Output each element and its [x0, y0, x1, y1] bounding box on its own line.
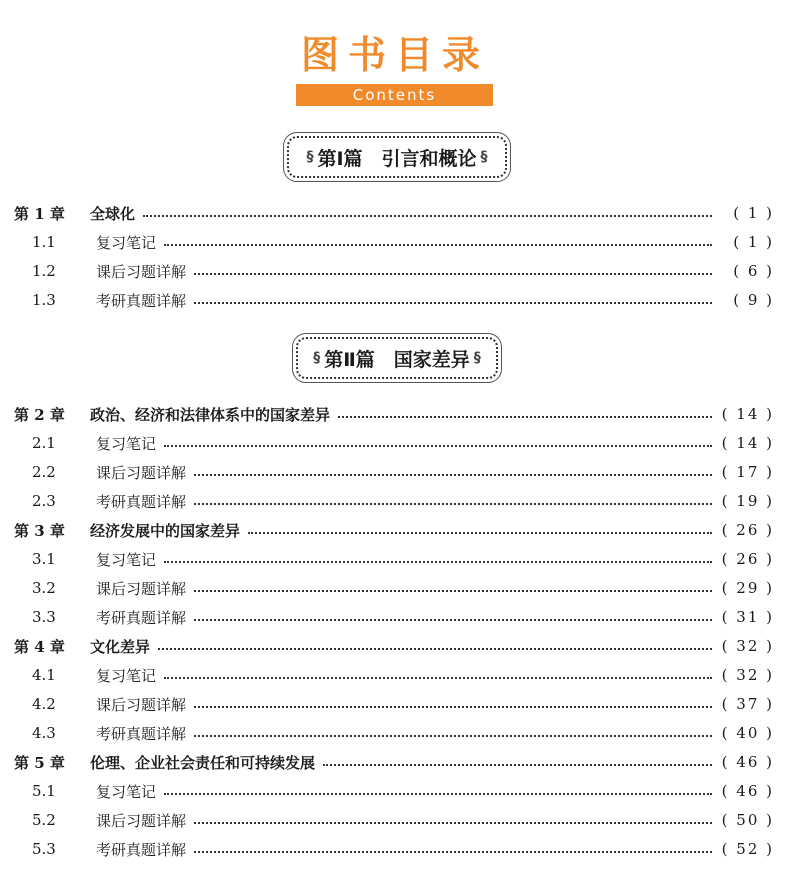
ornament-right-icon: § — [480, 149, 488, 165]
dot-leader — [164, 560, 712, 563]
dot-leader — [194, 618, 712, 621]
toc-entry-number: 3.1 — [32, 550, 56, 568]
part-heading-2 — [296, 337, 498, 379]
toc-section-row[interactable] — [14, 431, 774, 455]
toc-entry-title: 考研真题详解 — [96, 291, 187, 310]
toc-page-number: ( 26 ) — [721, 521, 774, 539]
toc-page-number: ( 40 ) — [721, 724, 774, 742]
toc-page-number: ( 32 ) — [721, 637, 774, 655]
toc-entry-number: 第 3 章 — [14, 521, 65, 540]
toc-section-row[interactable] — [14, 288, 774, 312]
toc-entry-number: 第 1 章 — [14, 204, 65, 223]
toc-section-row[interactable] — [14, 230, 774, 254]
toc-chapter-row[interactable] — [14, 518, 774, 542]
toc-section-row[interactable] — [14, 808, 774, 832]
part-label: 第Ⅰ篇 引言和概论 — [317, 147, 477, 170]
toc-section-row[interactable] — [14, 547, 774, 571]
toc-entry-title: 考研真题详解 — [96, 724, 187, 743]
toc-entry-title: 政治、经济和法律体系中的国家差异 — [90, 405, 331, 424]
toc-entry-number: 4.1 — [32, 666, 56, 684]
toc-entry-title: 复习笔记 — [96, 434, 157, 453]
toc-entry-number: 1.1 — [32, 233, 56, 251]
dot-leader — [194, 473, 712, 476]
toc-entry-number: 第 5 章 — [14, 753, 65, 772]
dot-leader — [194, 821, 712, 824]
toc-section-row[interactable] — [14, 259, 774, 283]
toc-page-number: ( 14 ) — [721, 434, 774, 452]
toc-entry-number: 3.2 — [32, 579, 56, 597]
dot-leader — [194, 589, 712, 592]
contents-banner: Contents — [296, 84, 493, 106]
toc-entry-number: 2.2 — [32, 463, 56, 481]
toc-page-number: ( 46 ) — [721, 753, 774, 771]
toc-entry-number: 第 2 章 — [14, 405, 65, 424]
toc-page-number: ( 29 ) — [721, 579, 774, 597]
toc-entry-title: 复习笔记 — [96, 666, 157, 685]
toc-chapter-row[interactable] — [14, 750, 774, 774]
toc-entry-title: 复习笔记 — [96, 233, 157, 252]
toc-entry-number: 5.3 — [32, 840, 56, 858]
ornament-right-icon: § — [473, 350, 481, 366]
toc-chapter-row[interactable] — [14, 634, 774, 658]
toc-entry-number: 1.2 — [32, 262, 56, 280]
page-title: 图书目录 — [300, 33, 489, 77]
dot-leader — [164, 792, 712, 795]
toc-page-number: ( 31 ) — [721, 608, 774, 626]
toc-page-number: ( 46 ) — [721, 782, 774, 800]
toc-entry-title: 全球化 — [90, 204, 136, 223]
toc-section-row[interactable] — [14, 779, 774, 803]
dot-leader — [143, 214, 712, 217]
toc-section-row[interactable] — [14, 489, 774, 513]
toc-entry-number: 2.3 — [32, 492, 56, 510]
dot-leader — [164, 444, 712, 447]
toc-entry-title: 考研真题详解 — [96, 608, 187, 627]
toc-page-number: ( 50 ) — [721, 811, 774, 829]
toc-entry-title: 复习笔记 — [96, 782, 157, 801]
toc-page-number: ( 14 ) — [721, 405, 774, 423]
toc-section-row[interactable] — [14, 663, 774, 687]
toc-entry-number: 2.1 — [32, 434, 56, 452]
dot-leader — [158, 647, 712, 650]
toc-section-row[interactable] — [14, 605, 774, 629]
dot-leader — [323, 763, 712, 766]
toc-page-number: ( 19 ) — [721, 492, 774, 510]
dot-leader — [338, 415, 712, 418]
part-label: 第Ⅱ篇 国家差异 — [324, 348, 470, 371]
toc-page-number: ( 26 ) — [721, 550, 774, 568]
toc-entry-title: 课后习题详解 — [96, 579, 187, 598]
dot-leader — [248, 531, 712, 534]
toc-entry-title: 考研真题详解 — [96, 492, 187, 511]
toc-entry-number: 第 4 章 — [14, 637, 65, 656]
toc-section-row[interactable] — [14, 692, 774, 716]
dot-leader — [194, 734, 712, 737]
part-heading-1 — [287, 136, 507, 178]
toc-entry-number: 4.3 — [32, 724, 56, 742]
dot-leader — [164, 676, 712, 679]
toc-section-row[interactable] — [14, 576, 774, 600]
toc-entry-title: 文化差异 — [90, 637, 151, 656]
toc-chapter-row[interactable] — [14, 201, 774, 225]
dot-leader — [194, 272, 712, 275]
toc-page-number: ( 17 ) — [721, 463, 774, 481]
toc-entry-title: 课后习题详解 — [96, 262, 187, 281]
toc-section-row[interactable] — [14, 837, 774, 861]
ornament-left-icon: § — [306, 149, 314, 165]
toc-entry-title: 复习笔记 — [96, 550, 157, 569]
toc-entry-title: 课后习题详解 — [96, 695, 187, 714]
dot-leader — [194, 705, 712, 708]
toc-entry-number: 5.1 — [32, 782, 56, 800]
toc-page-number: ( 52 ) — [721, 840, 774, 858]
toc-page-number: ( 1 ) — [733, 233, 774, 251]
dot-leader — [194, 502, 712, 505]
ornament-left-icon: § — [313, 350, 321, 366]
toc-page-number: ( 32 ) — [721, 666, 774, 684]
toc-entry-number: 3.3 — [32, 608, 56, 626]
toc-entry-title: 伦理、企业社会责任和可持续发展 — [90, 753, 316, 772]
toc-entry-number: 1.3 — [32, 291, 56, 309]
toc-entry-title: 考研真题详解 — [96, 840, 187, 859]
toc-page-number: ( 6 ) — [733, 262, 774, 280]
toc-page-number: ( 37 ) — [721, 695, 774, 713]
toc-entry-number: 5.2 — [32, 811, 56, 829]
toc-section-row[interactable] — [14, 460, 774, 484]
dot-leader — [194, 301, 712, 304]
toc-section-row[interactable] — [14, 721, 774, 745]
dot-leader — [164, 243, 712, 246]
toc-entry-number: 4.2 — [32, 695, 56, 713]
toc-entry-title: 课后习题详解 — [96, 811, 187, 830]
toc-chapter-row[interactable] — [14, 402, 774, 426]
toc-page-number: ( 1 ) — [733, 204, 774, 222]
toc-entry-title: 经济发展中的国家差异 — [90, 521, 241, 540]
toc-page-number: ( 9 ) — [733, 291, 774, 309]
toc-entry-title: 课后习题详解 — [96, 463, 187, 482]
dot-leader — [194, 850, 712, 853]
